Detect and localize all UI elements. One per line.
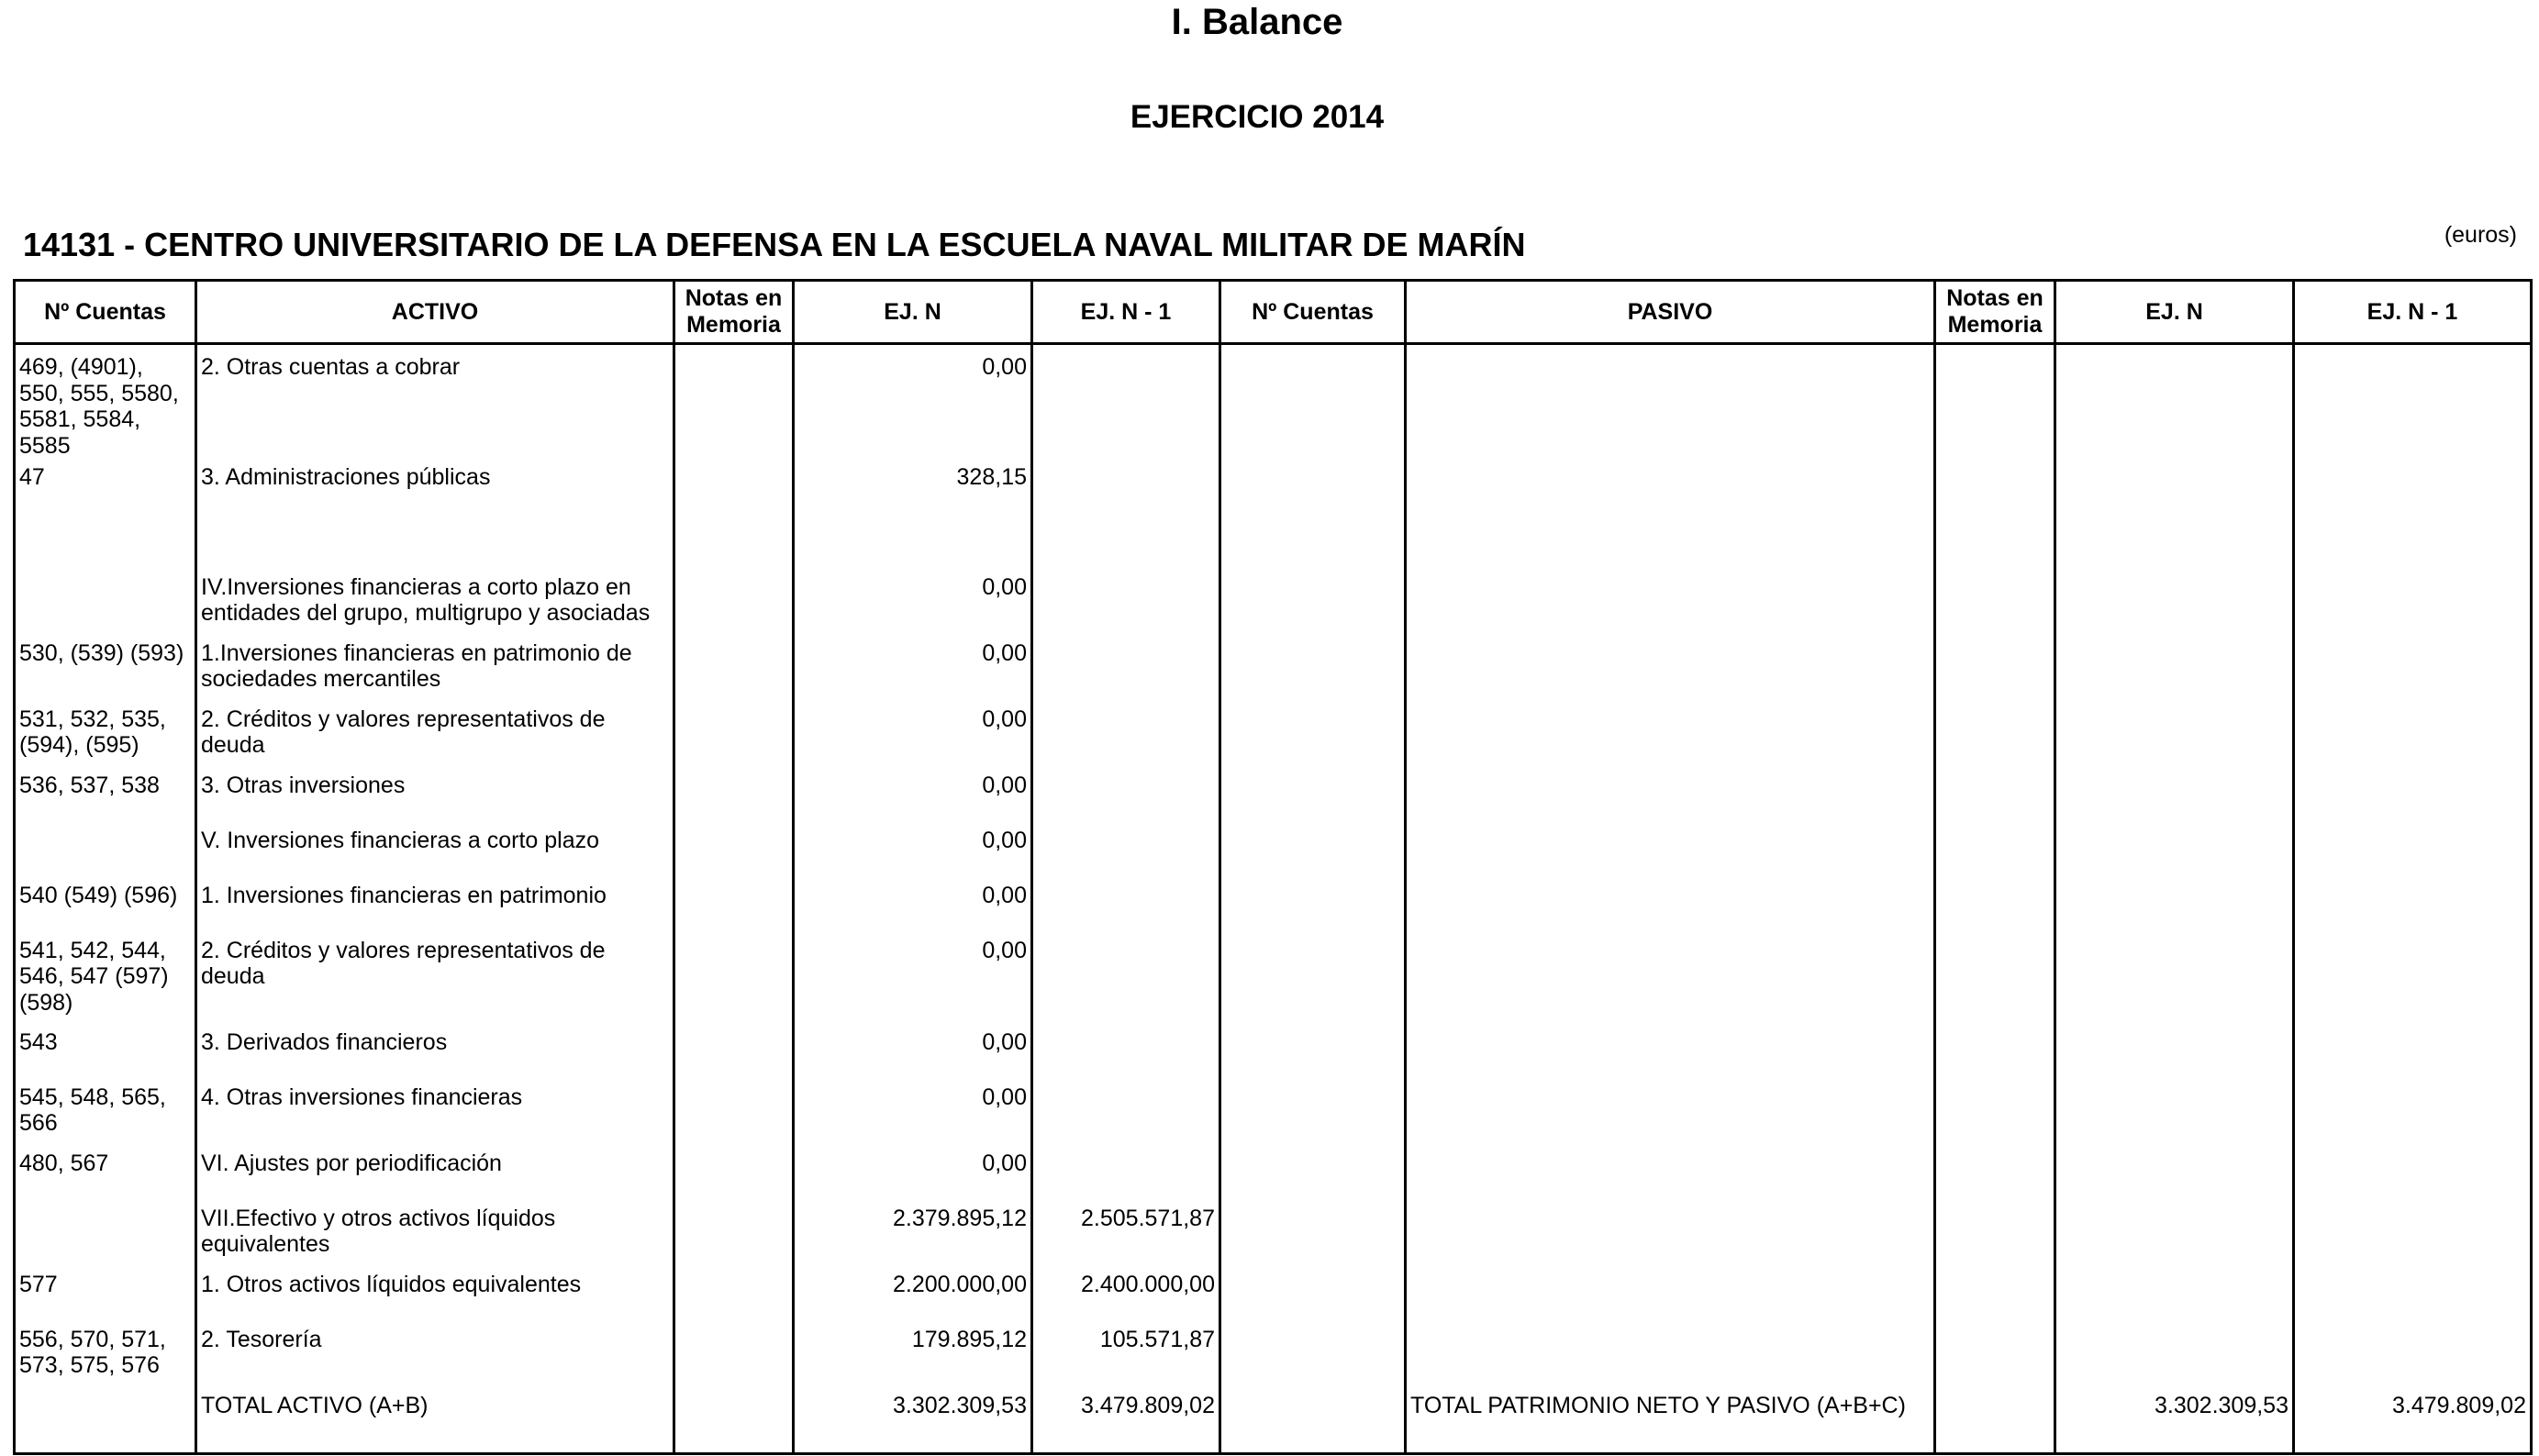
cell-ej-n-pasivo [2055, 770, 2294, 825]
table-row [15, 461, 2532, 572]
balance-table [13, 279, 2533, 1455]
cell-activo: 1. Inversiones financieras en patrimonio [196, 880, 674, 935]
cell-ej-n1 [1032, 1027, 1220, 1082]
cell-activo: 2. Tesorería [196, 1324, 674, 1390]
cell-notas-pasivo [1935, 344, 2055, 461]
cell-notas-pasivo [1935, 461, 2055, 572]
cell-activo: VI. Ajustes por periodificación [196, 1148, 674, 1203]
header-cuentas-pasivo: Nº Cuentas [1220, 281, 1406, 344]
header-cuentas: Nº Cuentas [15, 281, 196, 344]
cell-activo: 2. Créditos y valores representativos de deuda [196, 704, 674, 770]
cell-notas-pasivo [1935, 1390, 2055, 1454]
cell-ej-n-pasivo [2055, 1203, 2294, 1269]
cell-ej-n1-pasivo [2294, 1324, 2532, 1390]
cell-ej-n: 0,00 [794, 1027, 1032, 1082]
cell-pasivo [1406, 935, 1935, 1027]
cell-notas [674, 1390, 794, 1454]
cell-ej-n1: 2.400.000,00 [1032, 1269, 1220, 1324]
cell-notas-pasivo [1935, 1082, 2055, 1148]
header-ej-n1-pasivo: EJ. N - 1 [2294, 281, 2532, 344]
cell-cuentas: 543 [15, 1027, 196, 1082]
cell-notas [674, 880, 794, 935]
cell-ej-n: 179.895,12 [794, 1324, 1032, 1390]
units-label: (euros) [2444, 222, 2517, 248]
cell-cuentas [15, 825, 196, 880]
cell-ej-n-pasivo [2055, 880, 2294, 935]
cell-cuentas: 577 [15, 1269, 196, 1324]
cell-cuentas-pasivo [1220, 1324, 1406, 1390]
cell-ej-n-pasivo [2055, 638, 2294, 704]
cell-ej-n1-pasivo: 3.479.809,02 [2294, 1390, 2532, 1454]
cell-notas [674, 1148, 794, 1203]
cell-activo: 4. Otras inversiones financieras [196, 1082, 674, 1148]
cell-cuentas-pasivo [1220, 1269, 1406, 1324]
cell-ej-n-pasivo [2055, 1269, 2294, 1324]
table-body [15, 344, 2532, 1454]
cell-ej-n1-pasivo [2294, 1203, 2532, 1269]
cell-ej-n: 0,00 [794, 344, 1032, 461]
cell-cuentas: 531, 532, 535, (594), (595) [15, 704, 196, 770]
cell-notas [674, 1082, 794, 1148]
cell-notas-pasivo [1935, 704, 2055, 770]
cell-cuentas-pasivo [1220, 825, 1406, 880]
cell-ej-n: 2.379.895,12 [794, 1203, 1032, 1269]
cell-ej-n1-pasivo [2294, 461, 2532, 572]
cell-ej-n: 0,00 [794, 880, 1032, 935]
cell-ej-n1 [1032, 770, 1220, 825]
cell-cuentas-pasivo [1220, 1390, 1406, 1454]
page-title: I. Balance [1171, 2, 1343, 42]
cell-ej-n1-pasivo [2294, 344, 2532, 461]
cell-ej-n1 [1032, 704, 1220, 770]
cell-notas-pasivo [1935, 880, 2055, 935]
table-row [15, 825, 2532, 880]
cell-cuentas-pasivo [1220, 935, 1406, 1027]
table-row [15, 1390, 2532, 1454]
cell-ej-n1-pasivo [2294, 770, 2532, 825]
cell-notas-pasivo [1935, 638, 2055, 704]
cell-ej-n1-pasivo [2294, 825, 2532, 880]
cell-notas [674, 1203, 794, 1269]
table-row [15, 638, 2532, 704]
cell-ej-n1 [1032, 880, 1220, 935]
cell-activo: 1. Otros activos líquidos equivalentes [196, 1269, 674, 1324]
cell-cuentas: 540 (549) (596) [15, 880, 196, 935]
cell-ej-n: 2.200.000,00 [794, 1269, 1032, 1324]
table-row [15, 935, 2532, 1027]
header-ej-n-pasivo: EJ. N [2055, 281, 2294, 344]
cell-notas [674, 572, 794, 638]
cell-ej-n-pasivo [2055, 1082, 2294, 1148]
cell-ej-n: 3.302.309,53 [794, 1390, 1032, 1454]
cell-ej-n-pasivo [2055, 704, 2294, 770]
cell-pasivo: TOTAL PATRIMONIO NETO Y PASIVO (A+B+C) [1406, 1390, 1935, 1454]
cell-cuentas-pasivo [1220, 1203, 1406, 1269]
table-row [15, 1203, 2532, 1269]
cell-notas-pasivo [1935, 1027, 2055, 1082]
cell-notas [674, 461, 794, 572]
cell-cuentas-pasivo [1220, 880, 1406, 935]
cell-ej-n1-pasivo [2294, 1027, 2532, 1082]
cell-ej-n1-pasivo [2294, 638, 2532, 704]
cell-ej-n1 [1032, 935, 1220, 1027]
cell-ej-n-pasivo [2055, 935, 2294, 1027]
cell-cuentas [15, 1390, 196, 1454]
table-row [15, 1082, 2532, 1148]
cell-cuentas: 47 [15, 461, 196, 572]
cell-notas-pasivo [1935, 1269, 2055, 1324]
cell-ej-n1 [1032, 825, 1220, 880]
cell-activo: 3. Otras inversiones [196, 770, 674, 825]
cell-ej-n: 0,00 [794, 935, 1032, 1027]
table-row [15, 1269, 2532, 1324]
cell-pasivo [1406, 638, 1935, 704]
cell-ej-n: 0,00 [794, 1148, 1032, 1203]
cell-cuentas-pasivo [1220, 572, 1406, 638]
cell-cuentas: 545, 548, 565, 566 [15, 1082, 196, 1148]
fiscal-year-title: EJERCICIO 2014 [1130, 99, 1385, 135]
header-pasivo: PASIVO [1406, 281, 1935, 344]
cell-cuentas-pasivo [1220, 704, 1406, 770]
cell-notas-pasivo [1935, 770, 2055, 825]
cell-activo: VII.Efectivo y otros activos líquidos equivalentes [196, 1203, 674, 1269]
cell-notas-pasivo [1935, 1324, 2055, 1390]
cell-ej-n-pasivo: 3.302.309,53 [2055, 1390, 2294, 1454]
cell-cuentas: 556, 570, 571, 573, 575, 576 [15, 1324, 196, 1390]
cell-notas-pasivo [1935, 935, 2055, 1027]
cell-activo: 3. Derivados financieros [196, 1027, 674, 1082]
cell-notas-pasivo [1935, 825, 2055, 880]
cell-cuentas: 469, (4901), 550, 555, 5580, 5581, 5584, 5585 [15, 344, 196, 461]
cell-cuentas-pasivo [1220, 461, 1406, 572]
cell-pasivo [1406, 461, 1935, 572]
cell-ej-n: 0,00 [794, 638, 1032, 704]
cell-pasivo [1406, 1324, 1935, 1390]
cell-ej-n1-pasivo [2294, 572, 2532, 638]
cell-notas [674, 704, 794, 770]
cell-pasivo [1406, 770, 1935, 825]
cell-notas [674, 344, 794, 461]
cell-activo: 2. Otras cuentas a cobrar [196, 344, 674, 461]
cell-ej-n-pasivo [2055, 461, 2294, 572]
cell-notas [674, 1269, 794, 1324]
cell-ej-n1 [1032, 461, 1220, 572]
cell-pasivo [1406, 825, 1935, 880]
cell-pasivo [1406, 1203, 1935, 1269]
cell-cuentas: 536, 537, 538 [15, 770, 196, 825]
cell-ej-n1 [1032, 1148, 1220, 1203]
cell-ej-n1-pasivo [2294, 704, 2532, 770]
cell-cuentas [15, 1203, 196, 1269]
cell-cuentas-pasivo [1220, 1148, 1406, 1203]
table-row [15, 1324, 2532, 1390]
cell-ej-n1 [1032, 572, 1220, 638]
cell-ej-n1-pasivo [2294, 1148, 2532, 1203]
cell-notas [674, 770, 794, 825]
cell-ej-n1-pasivo [2294, 1082, 2532, 1148]
header-activo: ACTIVO [196, 281, 674, 344]
cell-ej-n1: 3.479.809,02 [1032, 1390, 1220, 1454]
cell-notas [674, 1027, 794, 1082]
entity-title: 14131 - CENTRO UNIVERSITARIO DE LA DEFENSA EN LA ESCUELA NAVAL MILITAR DE MARÍN [23, 226, 1526, 263]
cell-activo: 2. Créditos y valores representativos de deuda [196, 935, 674, 1027]
header-notas: Notas en Memoria [674, 281, 794, 344]
cell-pasivo [1406, 572, 1935, 638]
cell-pasivo [1406, 1148, 1935, 1203]
cell-cuentas: 541, 542, 544, 546, 547 (597) (598) [15, 935, 196, 1027]
cell-ej-n1: 105.571,87 [1032, 1324, 1220, 1390]
cell-ej-n1 [1032, 344, 1220, 461]
cell-pasivo [1406, 1027, 1935, 1082]
cell-ej-n1 [1032, 638, 1220, 704]
cell-notas-pasivo [1935, 1148, 2055, 1203]
header-ej-n: EJ. N [794, 281, 1032, 344]
table-row [15, 344, 2532, 461]
cell-activo: 1.Inversiones financieras en patrimonio de sociedades mercantiles [196, 638, 674, 704]
cell-cuentas: 530, (539) (593) [15, 638, 196, 704]
cell-activo: IV.Inversiones financieras a corto plazo en entidades del grupo, multigrupo y asociadas [196, 572, 674, 638]
cell-ej-n-pasivo [2055, 1027, 2294, 1082]
cell-ej-n-pasivo [2055, 825, 2294, 880]
cell-notas-pasivo [1935, 572, 2055, 638]
cell-notas [674, 825, 794, 880]
cell-cuentas [15, 572, 196, 638]
cell-activo: V. Inversiones financieras a corto plazo [196, 825, 674, 880]
cell-ej-n1-pasivo [2294, 880, 2532, 935]
cell-ej-n-pasivo [2055, 1148, 2294, 1203]
table-header-row [15, 281, 2532, 344]
header-notas-pasivo: Notas en Memoria [1935, 281, 2055, 344]
cell-ej-n: 0,00 [794, 825, 1032, 880]
cell-ej-n: 0,00 [794, 770, 1032, 825]
table-row [15, 1148, 2532, 1203]
cell-notas-pasivo [1935, 1203, 2055, 1269]
cell-cuentas-pasivo [1220, 638, 1406, 704]
table-row [15, 770, 2532, 825]
cell-activo: TOTAL ACTIVO (A+B) [196, 1390, 674, 1454]
cell-pasivo [1406, 880, 1935, 935]
cell-ej-n: 0,00 [794, 704, 1032, 770]
cell-activo: 3. Administraciones públicas [196, 461, 674, 572]
cell-ej-n1-pasivo [2294, 935, 2532, 1027]
cell-ej-n-pasivo [2055, 572, 2294, 638]
cell-pasivo [1406, 344, 1935, 461]
table-row [15, 704, 2532, 770]
cell-pasivo [1406, 704, 1935, 770]
cell-notas [674, 935, 794, 1027]
cell-ej-n1: 2.505.571,87 [1032, 1203, 1220, 1269]
table-row [15, 880, 2532, 935]
cell-pasivo [1406, 1269, 1935, 1324]
cell-ej-n: 0,00 [794, 1082, 1032, 1148]
cell-notas [674, 638, 794, 704]
table-row [15, 1027, 2532, 1082]
cell-notas [674, 1324, 794, 1390]
cell-ej-n-pasivo [2055, 1324, 2294, 1390]
cell-ej-n-pasivo [2055, 344, 2294, 461]
table-row [15, 572, 2532, 638]
cell-ej-n: 328,15 [794, 461, 1032, 572]
cell-pasivo [1406, 1082, 1935, 1148]
cell-cuentas-pasivo [1220, 1027, 1406, 1082]
cell-cuentas: 480, 567 [15, 1148, 196, 1203]
cell-ej-n1 [1032, 1082, 1220, 1148]
cell-cuentas-pasivo [1220, 344, 1406, 461]
cell-cuentas-pasivo [1220, 770, 1406, 825]
cell-ej-n: 0,00 [794, 572, 1032, 638]
header-ej-n1: EJ. N - 1 [1032, 281, 1220, 344]
cell-ej-n1-pasivo [2294, 1269, 2532, 1324]
cell-cuentas-pasivo [1220, 1082, 1406, 1148]
